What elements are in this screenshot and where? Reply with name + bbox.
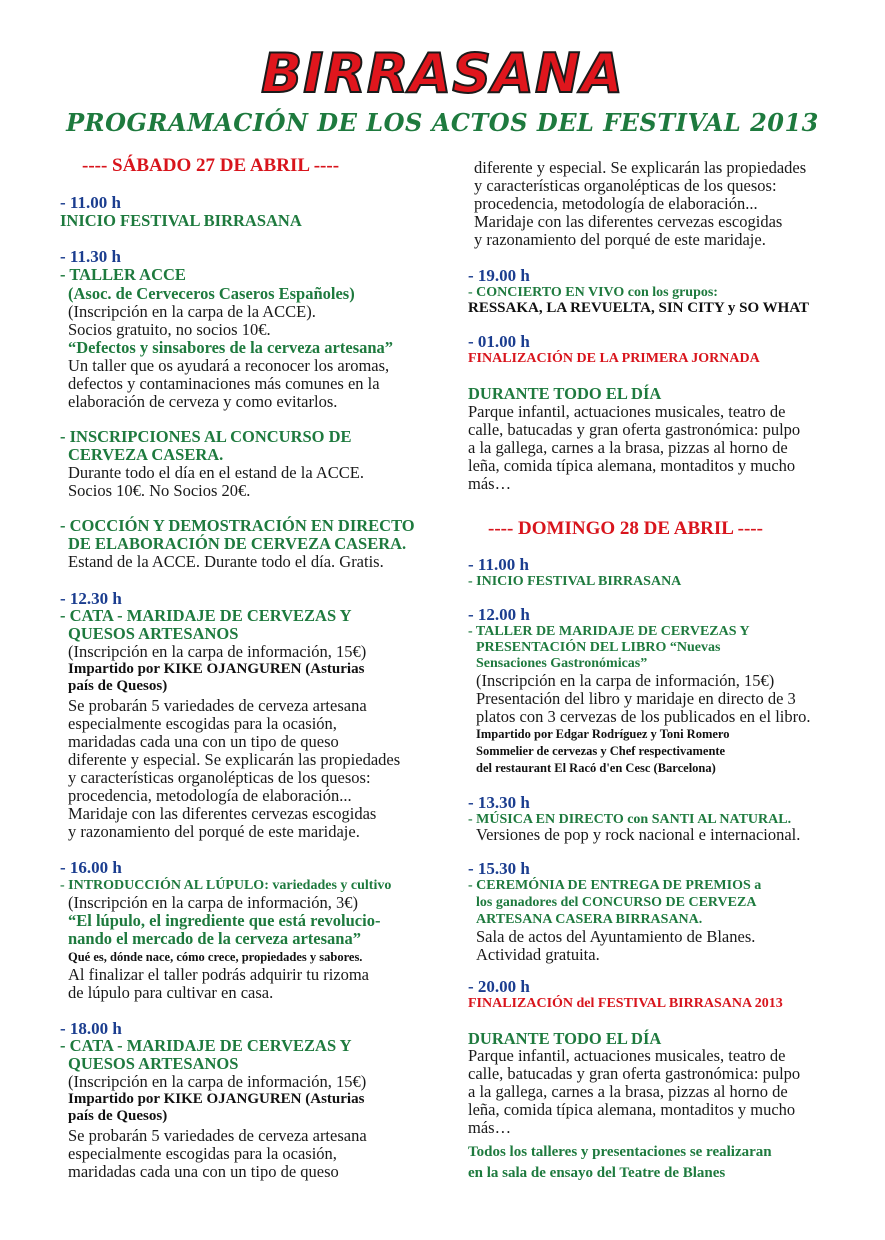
- event-title: QUESOS ARTESANOS: [68, 624, 239, 643]
- page-title: PROGRAMACIÓN DE LOS ACTOS DEL FESTIVAL 2013: [66, 108, 819, 137]
- event-title: - COCCIÓN Y DEMOSTRACIÓN EN DIRECTO: [60, 516, 415, 535]
- event-detail: Al finalizar el taller podrás adquirir tu rizoma: [68, 965, 370, 984]
- event-title: QUESOS ARTESANOS: [68, 1054, 239, 1073]
- event-detail: (Inscripción en la carpa de la ACCE).: [68, 302, 316, 321]
- event-detail: de lúpulo para cultivar en casa.: [68, 983, 274, 1002]
- event-title: - INICIO FESTIVAL BIRRASANA: [468, 574, 682, 589]
- event-speaker: del restaurant El Racó d'en Cesc (Barcelona): [476, 761, 716, 775]
- event-detail: Maridaje con las diferentes cervezas escogidas: [68, 804, 377, 823]
- event-detail: y características organolépticas de los quesos:: [474, 176, 777, 195]
- event-detail: calle, batucadas y gran oferta gastronómica: pulpo: [468, 1064, 801, 1083]
- event-detail: Se probarán 5 variedades de cerveza artesana: [68, 1126, 367, 1145]
- event-detail: a la gallega, carnes a la brasa, pizzas al horno de: [468, 438, 788, 457]
- event-detail: (Inscripción en la carpa de información, 15€): [476, 671, 775, 690]
- event-detail: a la gallega, carnes a la brasa, pizzas al horno de: [468, 1082, 788, 1101]
- event-detail: (Inscripción en la carpa de información, 15€): [68, 642, 367, 661]
- all-day-heading: DURANTE TODO EL DÍA: [468, 1029, 662, 1048]
- event-speaker: Impartido por Edgar Rodríguez y Toni Romero: [476, 727, 730, 741]
- festival-logo: BIRRASANA: [261, 42, 624, 105]
- event-title: PRESENTACIÓN DEL LIBRO “Nuevas: [476, 640, 721, 655]
- event-detail: leña, comida típica alemana, montaditos y mucho: [468, 1100, 796, 1119]
- event-title: los ganadores del CONCURSO DE CERVEZA: [476, 895, 757, 910]
- footer-note: Todos los talleres y presentaciones se realizaran: [468, 1144, 772, 1160]
- event-title: - CATA - MARIDAJE DE CERVEZAS Y: [60, 606, 352, 625]
- footer-note: en la sala de ensayo del Teatre de Blanes: [468, 1165, 726, 1181]
- event-detail: y razonamiento del porqué de este maridaje.: [474, 230, 766, 249]
- event-speaker: país de Quesos): [68, 1108, 168, 1124]
- sunday-heading: ---- DOMINGO 28 DE ABRIL ----: [488, 518, 763, 539]
- event-detail: Sala de actos del Ayuntamiento de Blanes.: [476, 927, 756, 946]
- event-speaker: Sommelier de cervezas y Chef respectivamente: [476, 744, 726, 758]
- event-title: - CEREMÓNIA DE ENTREGA DE PREMIOS a: [468, 878, 762, 893]
- event-title: - CATA - MARIDAJE DE CERVEZAS Y: [60, 1036, 352, 1055]
- event-time: - 13.30 h: [468, 793, 530, 812]
- event-title: ARTESANA CASERA BIRRASANA.: [476, 912, 703, 927]
- event-detail: Socios gratuito, no socios 10€.: [68, 320, 271, 339]
- event-detail: especialmente escogidas para la ocasión,: [68, 714, 337, 733]
- event-detail: más…: [468, 1118, 512, 1137]
- event-time: - 01.00 h: [468, 332, 530, 351]
- event-title: INICIO FESTIVAL BIRRASANA: [60, 211, 302, 230]
- event-detail: diferente y especial. Se explicarán las propiedades: [474, 158, 807, 177]
- event-subtitle: (Asoc. de Cerveceros Caseros Españoles): [68, 284, 355, 303]
- event-time: - 15.30 h: [468, 859, 530, 878]
- event-detail: procedencia, metodología de elaboración...: [68, 786, 352, 805]
- event-detail: procedencia, metodología de elaboración...: [474, 194, 758, 213]
- event-detail: Versiones de pop y rock nacional e internacional.: [476, 825, 801, 844]
- event-speaker: Impartido por KIKE OJANGUREN (Asturias: [68, 1091, 365, 1107]
- event-detail: Estand de la ACCE. Durante todo el día. Gratis.: [68, 552, 384, 571]
- event-detail: Actividad gratuita.: [476, 945, 600, 964]
- event-detail: Se probarán 5 variedades de cerveza artesana: [68, 696, 367, 715]
- event-title: - CONCIERTO EN VIVO con los grupos:: [468, 285, 718, 300]
- event-quote: “Defectos y sinsabores de la cerveza artesana”: [68, 338, 394, 357]
- event-bands: RESSAKA, LA REVUELTA, SIN CITY y SO WHAT: [468, 300, 810, 316]
- event-title: - TALLER ACCE: [60, 265, 186, 284]
- event-detail: diferente y especial. Se explicarán las propiedades: [68, 750, 401, 769]
- event-detail: Maridaje con las diferentes cervezas escogidas: [474, 212, 783, 231]
- event-detail: más…: [468, 474, 512, 493]
- event-time: - 18.00 h: [60, 1019, 122, 1038]
- event-detail: Un taller que os ayudará a reconocer los aromas,: [68, 356, 390, 375]
- event-title: CERVEZA CASERA.: [68, 445, 224, 464]
- event-quote: “El lúpulo, el ingrediente que está revolucio-: [68, 911, 381, 930]
- event-detail: defectos y contaminaciones más comunes en la: [68, 374, 380, 393]
- event-title: - INSCRIPCIONES AL CONCURSO DE: [60, 427, 352, 446]
- event-detail: Durante todo el día en el estand de la ACCE.: [68, 463, 365, 482]
- event-title: Sensaciones Gastronómicas”: [476, 656, 648, 671]
- event-time: - 20.00 h: [468, 977, 530, 996]
- saturday-heading: ---- SÁBADO 27 DE ABRIL ----: [82, 155, 340, 176]
- event-detail: y razonamiento del porqué de este maridaje.: [68, 822, 360, 841]
- event-detail: maridadas cada una con un tipo de queso: [68, 732, 339, 751]
- event-detail: calle, batucadas y gran oferta gastronómica: pulpo: [468, 420, 801, 439]
- event-time: - 11.00 h: [60, 193, 121, 212]
- event-note: Qué es, dónde nace, cómo crece, propiedades y sabores.: [68, 950, 363, 964]
- event-detail: leña, comida típica alemana, montaditos y mucho: [468, 456, 796, 475]
- event-detail: Parque infantil, actuaciones musicales, teatro de: [468, 402, 786, 421]
- event-time: - 12.30 h: [60, 589, 122, 608]
- event-detail: (Inscripción en la carpa de información, 15€): [68, 1072, 367, 1091]
- event-speaker: país de Quesos): [68, 678, 168, 694]
- event-time: - 12.00 h: [468, 605, 530, 624]
- event-detail: especialmente escogidas para la ocasión,: [68, 1144, 337, 1163]
- event-speaker: Impartido por KIKE OJANGUREN (Asturias: [68, 661, 365, 677]
- event-title: FINALIZACIÓN DE LA PRIMERA JORNADA: [468, 351, 760, 366]
- all-day-heading: DURANTE TODO EL DÍA: [468, 384, 662, 403]
- event-detail: Socios 10€. No Socios 20€.: [68, 481, 251, 500]
- event-detail: platos con 3 cervezas de los publicados en el libro.: [476, 707, 811, 726]
- event-detail: Presentación del libro y maridaje en directo de 3: [476, 689, 796, 708]
- event-title: - TALLER DE MARIDAJE DE CERVEZAS Y: [468, 624, 750, 639]
- event-title: - MÚSICA EN DIRECTO con SANTI AL NATURAL.: [468, 812, 792, 827]
- event-title: FINALIZACIÓN del FESTIVAL BIRRASANA 2013: [468, 996, 783, 1011]
- event-time: - 16.00 h: [60, 858, 122, 877]
- event-title: DE ELABORACIÓN DE CERVEZA CASERA.: [68, 534, 407, 553]
- event-detail: elaboración de cerveza y como evitarlos.: [68, 392, 338, 411]
- event-detail: Parque infantil, actuaciones musicales, teatro de: [468, 1046, 786, 1065]
- event-time: - 11.30 h: [60, 247, 121, 266]
- event-detail: maridadas cada una con un tipo de queso: [68, 1162, 339, 1181]
- event-title: - INTRODUCCIÓN AL LÚPULO: variedades y cultivo: [60, 878, 392, 893]
- event-time: - 19.00 h: [468, 266, 530, 285]
- event-detail: (Inscripción en la carpa de información, 3€): [68, 893, 358, 912]
- event-quote: nando el mercado de la cerveza artesana”: [68, 929, 361, 948]
- event-time: - 11.00 h: [468, 555, 529, 574]
- event-detail: y características organolépticas de los quesos:: [68, 768, 371, 787]
